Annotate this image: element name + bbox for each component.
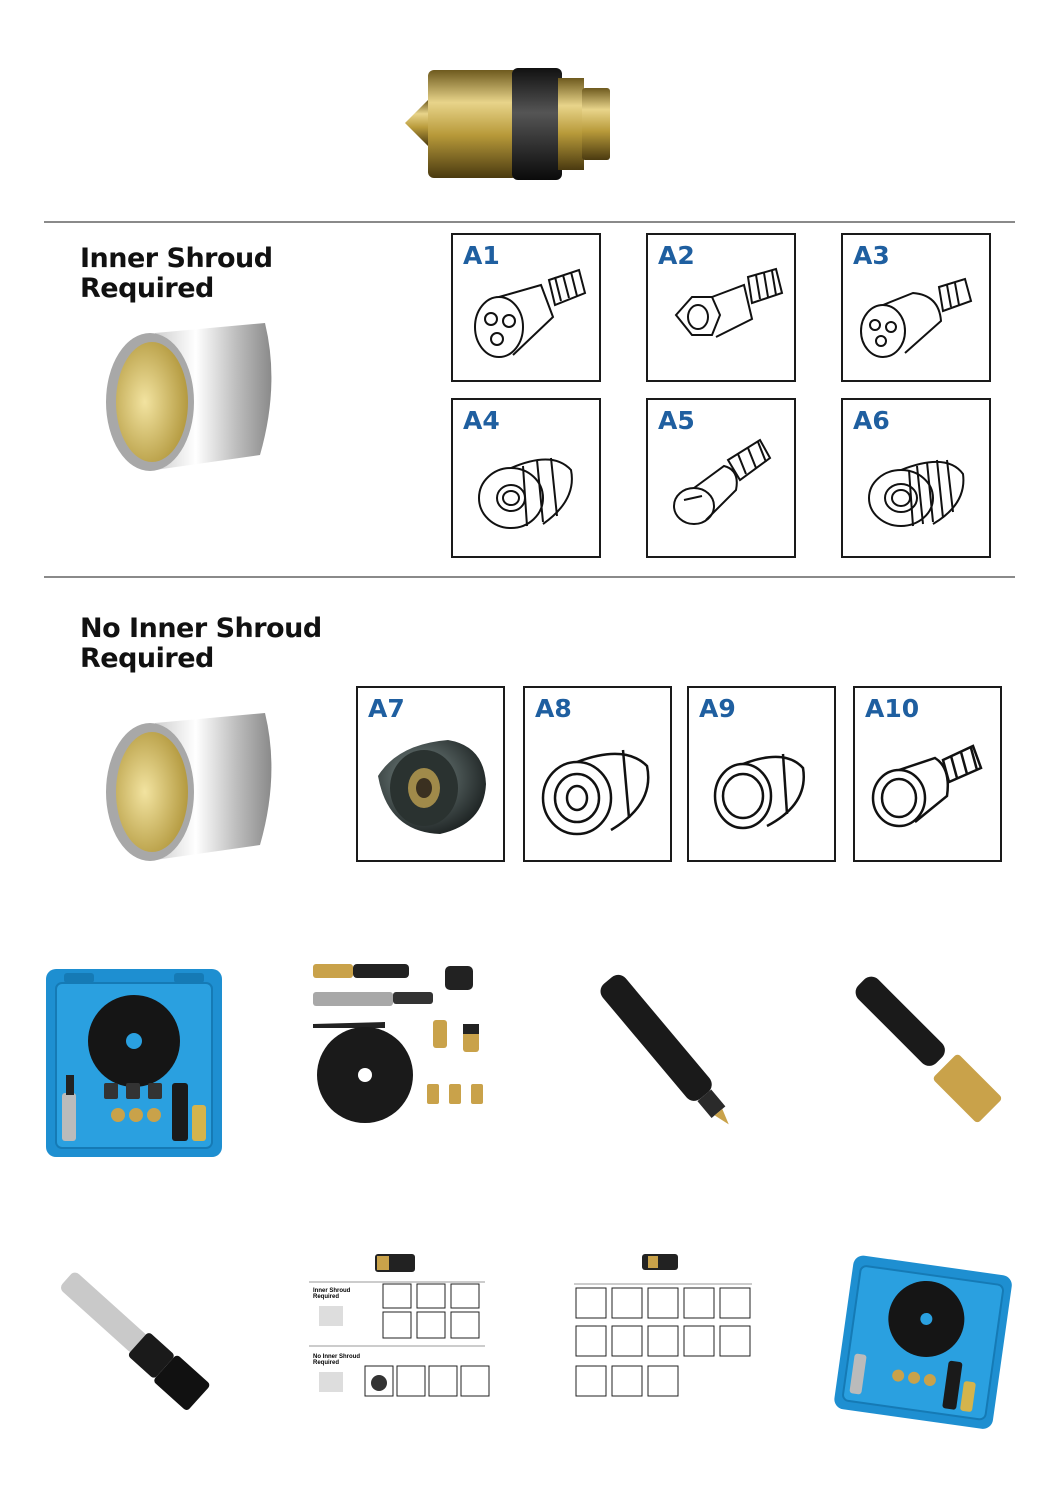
pattern-code: A8 xyxy=(535,694,572,723)
no-inner-shroud-image xyxy=(100,705,280,870)
wheel-lock-bolt-icon xyxy=(648,235,793,380)
pattern-chart-thumbnail-b xyxy=(572,1250,757,1400)
pattern-code: A7 xyxy=(368,694,405,723)
svg-text:Required: Required xyxy=(313,1360,340,1366)
inner-shroud-title: Inner Shroud Required xyxy=(80,243,273,304)
lock-pattern-a3[interactable] xyxy=(841,233,991,382)
wheel-lock-bolt-icon xyxy=(843,235,988,380)
lock-pattern-a1[interactable] xyxy=(451,233,601,382)
lock-pattern-a2[interactable] xyxy=(646,233,796,382)
pattern-code: A6 xyxy=(853,406,890,435)
driver-with-sleeve-image xyxy=(825,958,1025,1133)
wheel-lock-bolt-icon xyxy=(453,235,598,380)
section-divider-top xyxy=(44,221,1015,223)
wheel-nut-icon xyxy=(453,400,598,555)
lock-pattern-a8[interactable] xyxy=(523,686,672,862)
no-inner-shroud-title: No Inner Shroud Required xyxy=(80,613,322,674)
wheel-nut-icon xyxy=(689,688,834,858)
lock-pattern-a10[interactable] xyxy=(853,686,1002,862)
inner-shroud-image xyxy=(100,315,280,480)
adapter-product-image xyxy=(400,60,620,185)
svg-text:No Inner Shroud: No Inner Shroud xyxy=(313,1354,360,1360)
kit-components-image xyxy=(305,960,500,1125)
lock-pattern-a7[interactable] xyxy=(356,686,505,862)
wheel-lock-bolt-icon xyxy=(855,688,1000,858)
pattern-chart-thumbnail-a xyxy=(305,1250,490,1400)
lock-pattern-a4[interactable] xyxy=(451,398,601,558)
lock-pattern-a6[interactable] xyxy=(841,398,991,558)
wheel-nut-photo-icon xyxy=(358,688,503,858)
pattern-code: A9 xyxy=(699,694,736,723)
wheel-lock-bolt-icon xyxy=(648,400,793,555)
pattern-code: A3 xyxy=(853,241,890,270)
pattern-code: A5 xyxy=(658,406,695,435)
lock-pattern-a9[interactable] xyxy=(687,686,836,862)
pattern-code: A4 xyxy=(463,406,500,435)
tool-case-image xyxy=(44,965,224,1160)
wheel-nut-icon xyxy=(843,400,988,555)
driver-tool-image xyxy=(565,960,765,1145)
tool-case-open-image xyxy=(833,1255,1018,1430)
svg-text:Inner Shroud: Inner Shroud xyxy=(313,1288,351,1294)
section-divider-middle xyxy=(44,576,1015,578)
wheel-nut-icon xyxy=(525,688,670,858)
svg-text:Required: Required xyxy=(313,1294,340,1300)
impact-driver-image xyxy=(40,1250,225,1425)
lock-pattern-a5[interactable] xyxy=(646,398,796,558)
pattern-code: A2 xyxy=(658,241,695,270)
pattern-code: A1 xyxy=(463,241,500,270)
pattern-code: A10 xyxy=(865,694,920,723)
